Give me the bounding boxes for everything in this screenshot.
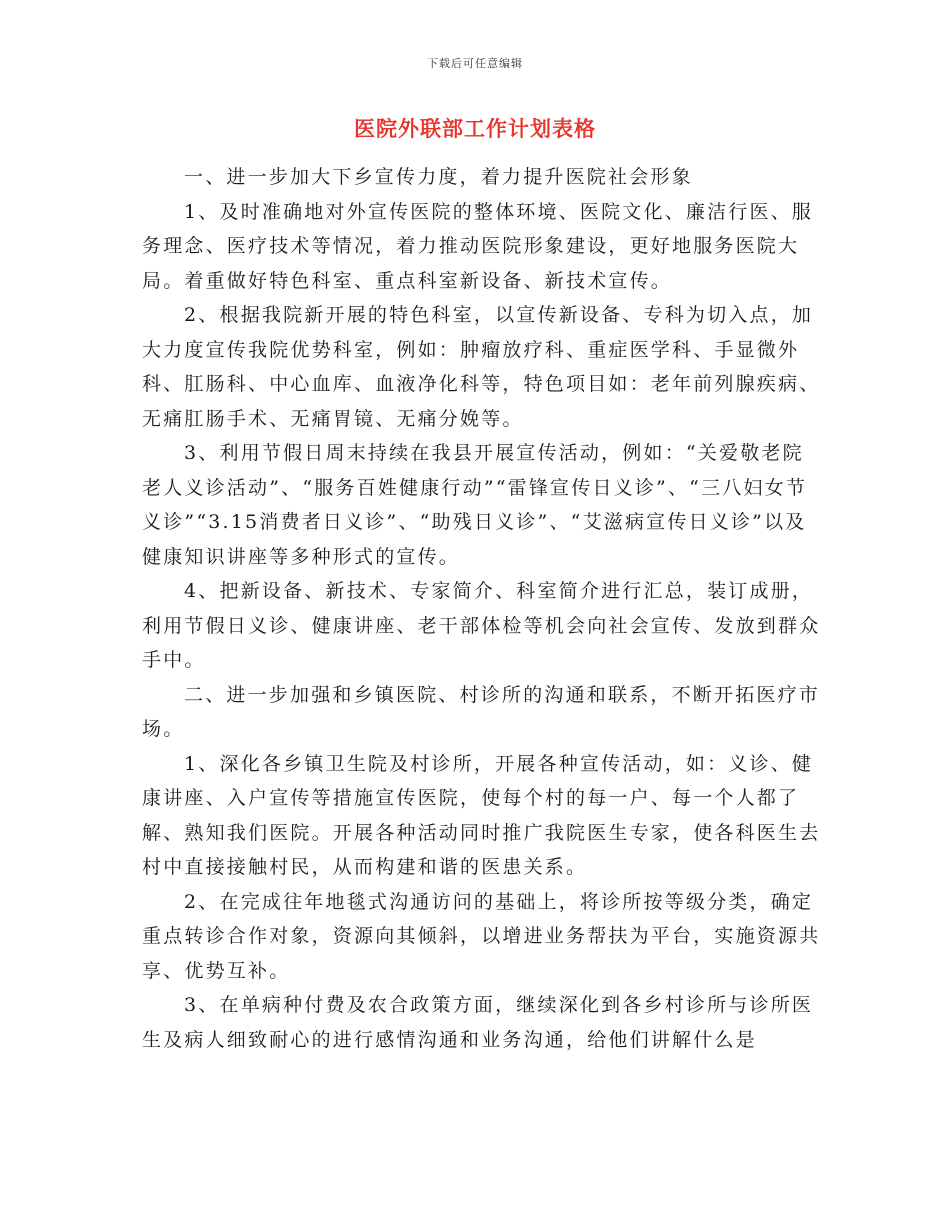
- paragraph-2-2: 2、在完成往年地毯式沟通访问的基础上，将诊所按等级分类，确定重点转诊合作对象，资源向其倾斜，以增进业务帮扶为平台，实施资源共享、优势互补。: [142, 890, 821, 982]
- section-heading-1: 一、进一步加大下乡宣传力度，着力提升医院社会形象: [184, 166, 693, 188]
- document-title: 医院外联部工作计划表格: [354, 116, 596, 141]
- paragraph-2-1: 1、深化各乡镇卫生院及村诊所，开展各种宣传活动，如：义诊、健康讲座、入户宣传等措施宣传医院，使每个村的每一户、每一个人都了解、熟知我们医院。开展各种活动同时推广我院医生专家，使各科医生去村中直接接触村民，从而构建和谐的医患关系。: [142, 752, 821, 878]
- paragraph-1-1: 1、及时准确地对外宣传医院的整体环境、医院文化、廉洁行医、服务理念、医疗技术等情况，着力推动医院形象建设，更好地服务医院大局。着重做好特色科室、重点科室新设备、新技术宣传。: [142, 200, 814, 292]
- section-heading-2: 二、进一步加强和乡镇医院、村诊所的沟通和联系，不断开拓医疗市场。: [142, 683, 821, 740]
- paragraph-2-3: 3、在单病种付费及农合政策方面，继续深化到各乡村诊所与诊所医生及病人细致耐心的进行感情沟通和业务沟通，给他们讲解什么是: [142, 994, 814, 1051]
- paragraph-1-3: 3、利用节假日周末持续在我县开展宣传活动，例如：“关爱敬老院老人义诊活动”、“服务百姓健康行动”“雷锋宣传日义诊”、“三八妇女节义诊”“3.15消费者日义诊”、“助残日义诊”、“艾滋病宣传日义诊”以及健康知识讲座等多种形式的宣传。: [142, 442, 808, 568]
- document-body: [142, 160, 822, 1057]
- header-note: 下载后可任意编辑: [427, 57, 523, 70]
- paragraph-1-4: 4、把新设备、新技术、专家简介、科室简介进行汇总，装订成册，利用节假日义诊、健康讲座、老干部体检等机会向社会宣传、发放到群众手中。: [142, 580, 821, 671]
- paragraph-1-2: 2、根据我院新开展的特色科室，以宣传新设备、专科为切入点，加大力度宣传我院优势科室，例如：肿瘤放疗科、重症医学科、手显微外科、肛肠科、中心血库、血液净化科等，特色项目如：老年前列腺疾病、无痛肛肠手术、无痛胃镜、无痛分娩等。: [142, 304, 821, 430]
